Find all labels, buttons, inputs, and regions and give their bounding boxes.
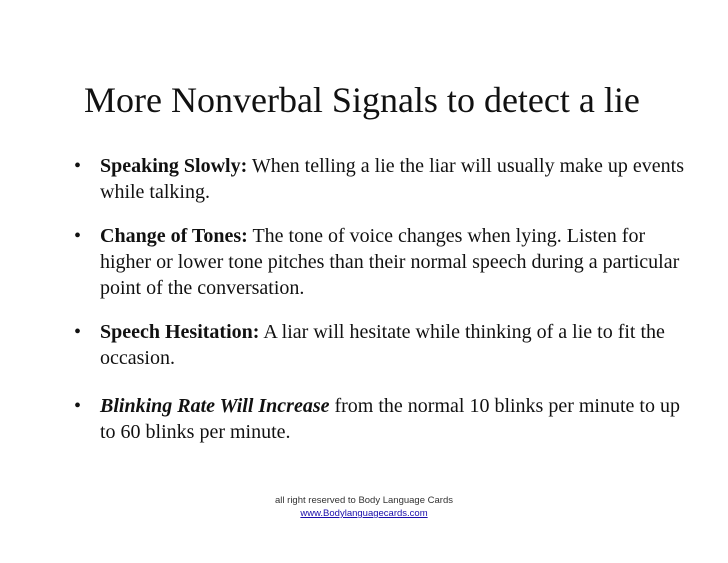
bullet-icon: • bbox=[74, 321, 82, 343]
bullet-text: A liar will hesitate while thinking of a lie to fit the occasion. bbox=[100, 321, 665, 369]
bullet-label: Blinking Rate Will Increase bbox=[100, 395, 330, 417]
footer bbox=[0, 494, 728, 520]
bullet-label: Speech Hesitation: bbox=[100, 321, 260, 343]
footer-copyright: all right reserved to Body Language Cards bbox=[275, 495, 453, 506]
bullet-speaking-slowly bbox=[74, 153, 694, 205]
bullet-list bbox=[74, 153, 694, 463]
bullet-text: from the normal 10 blinks per minute to up to 60 blinks per minute. bbox=[100, 395, 680, 443]
bullet-speech-hesitation bbox=[74, 319, 694, 371]
bullet-icon: • bbox=[74, 225, 82, 247]
bullet-label: Speaking Slowly: bbox=[100, 155, 248, 177]
bullet-label: Change of Tones: bbox=[100, 225, 248, 247]
bullet-change-of-tones bbox=[74, 223, 694, 301]
bullet-icon: • bbox=[74, 155, 82, 177]
bullet-blinking-rate bbox=[74, 393, 694, 445]
bullet-icon: • bbox=[74, 395, 82, 417]
slide-title: More Nonverbal Signals to detect a lie bbox=[84, 80, 640, 120]
bullet-text: The tone of voice changes when lying. Listen for higher or lower tone pitches than their normal speech during a particular point of the conversation. bbox=[100, 225, 680, 299]
bullet-text: When telling a lie the liar will usually make up events while talking. bbox=[100, 155, 685, 203]
footer-website-link[interactable]: www.Bodylanguagecards.com bbox=[300, 508, 428, 519]
